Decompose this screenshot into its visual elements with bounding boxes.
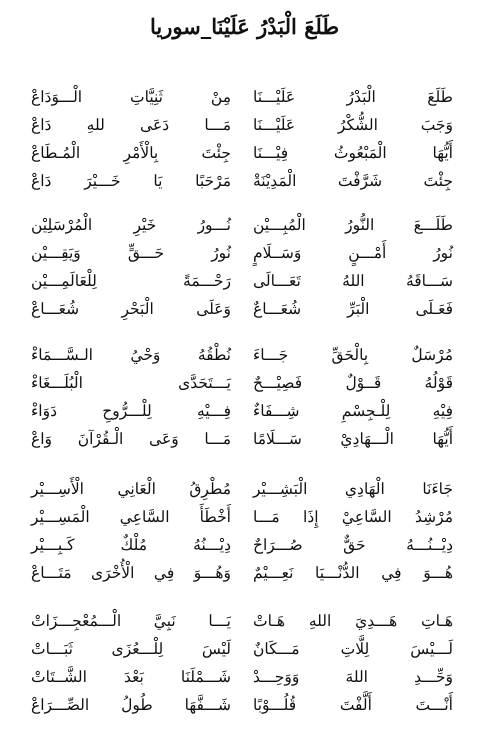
- verse-first-hemistich: مُرْسَلٌ بِالْحَقِّ جَـــاءَ: [253, 346, 453, 364]
- verse-first-hemistich: سَـــاقَهُ اللهُ تَعَـــالَى: [253, 272, 453, 290]
- verse-second-hemistich: دِيْـــنُهُ مُلْكٌ كَـبِـــيْر: [31, 536, 231, 554]
- verse-first-hemistich: دِيْــنُـــهُ حَقٌّ صُـــرَاحٌ: [253, 536, 453, 554]
- verse-first-hemistich: لَـــيْسَ لِلَّاتِ مَـــكَانٌ: [253, 640, 453, 658]
- verse-second-hemistich: مَـــا وَعَى الْـقُرْآنَ وَاعْ: [31, 430, 231, 448]
- verse-line: [0, 692, 489, 718]
- verse-line: [0, 342, 489, 368]
- verse-first-hemistich: فِيْهِ لِلْـجِسْمِ شِـــفَاءٌ: [253, 402, 453, 420]
- poem-title: طَلَعَ الْبَدْرُ عَلَيْنَا_سوريا: [149, 14, 340, 39]
- verse-line: [0, 112, 489, 138]
- verse-first-hemistich: هَـاتِ هَـــدِيَ اللهِ هَـاتْ: [253, 612, 453, 630]
- verse-second-hemistich: رَحْـــمَةً لِلْعَالَمِـــيْن: [31, 272, 231, 290]
- verse-first-hemistich: طَلَعَ الْبَدْرُ عَلَيْـــنَا: [253, 88, 453, 106]
- verse-line: [0, 504, 489, 530]
- verse-second-hemistich: مَرْحَبًا يَا خَـــيْرَ دَاعْ: [31, 172, 231, 190]
- verse-line: [0, 168, 489, 194]
- verse-second-hemistich: لَيْسَ لِلْـــعُزَى ثَبَـــاتْ: [31, 640, 231, 658]
- verse-second-hemistich: مِنْ ثَنِيَّاتِ الْـــوَدَاعْ: [31, 88, 231, 106]
- verse-first-hemistich: جَاءَنَا الْهَادِي الْبَشِـــيْر: [253, 480, 453, 498]
- verse-second-hemistich: وَعَلَى الْبَحْرِ شُعَـــاعْ: [31, 300, 231, 318]
- verse-line: [0, 636, 489, 662]
- verse-first-hemistich: قَوْلُهُ قَــوْلٌ فَصِيْـــحٌ: [253, 374, 453, 392]
- verse-second-hemistich: يَـــتَحَدَّى الْبُلَـــغَاءْ: [31, 374, 231, 392]
- verse-line: [0, 370, 489, 396]
- verse-line: [0, 560, 489, 586]
- verse-first-hemistich: طَلَـــعَ النُّورُ الْمُبِـــيْن: [253, 216, 453, 234]
- verse-second-hemistich: مَـــا دَعَى للهِ دَاعْ: [31, 116, 231, 134]
- verse-second-hemistich: وَهُـــوَ فِي الْأُخْرَى مَتَـــاعْ: [31, 564, 231, 582]
- verse-line: [0, 608, 489, 634]
- verse-line: [0, 268, 489, 294]
- verse-second-hemistich: جِئْتَ بِالْأَمْرِ الْمُـطَاعْ: [31, 144, 231, 162]
- verse-line: [0, 664, 489, 690]
- verse-line: [0, 476, 489, 502]
- verse-line: [0, 84, 489, 110]
- verse-first-hemistich: أَنْـــتَ أَلَّفْتَ قُلُـــوْبًا: [253, 696, 453, 714]
- verse-second-hemistich: نُورُ حَـــقٍّ وَيَقِـــيْن: [31, 244, 231, 262]
- verse-line: [0, 240, 489, 266]
- verse-first-hemistich: فَعَـلَى الْبَرِّ شُعَـــاعٌ: [253, 300, 453, 318]
- verse-first-hemistich: أَيُّهَا الْمَبْعُوثُ فِيْـــنَا: [253, 144, 453, 162]
- verse-second-hemistich: مُطْرِقُ الْعَانِي الْأَسِـــيْر: [31, 480, 231, 498]
- verse-line: [0, 532, 489, 558]
- verse-first-hemistich: نُورُ أَمْـــنٍ وَسَــلَامٍ: [253, 244, 453, 262]
- verse-second-hemistich: فِـــيْهِ لِلْـــرُّوحِ دَوَاءْ: [31, 402, 231, 420]
- verse-first-hemistich: جِئْتَ شَرَّفْتَ الْمَدِيْنَةْ: [253, 172, 453, 190]
- verse-line: [0, 296, 489, 322]
- verse-second-hemistich: شَـــفَّهَا طُولُ الصِّـــرَاعْ: [31, 696, 231, 714]
- verse-line: [0, 398, 489, 424]
- verse-line: [0, 140, 489, 166]
- verse-second-hemistich: نُطْقُهُ وَحْيُ الـسَّـــمَاءْ: [31, 346, 231, 364]
- verse-second-hemistich: نُـــورُ خَيْرِ الْمُرْسَلِيْن: [31, 216, 231, 234]
- verse-first-hemistich: أَيُّهَا الْـــهَادِيْ سَـــلَامًا: [253, 430, 453, 448]
- verse-first-hemistich: مُرْشِدُ السَّاعِيْ إِذَا مَـــا: [253, 508, 453, 526]
- verse-second-hemistich: يَـــا نَبِيَّ الْـــمُعْجِـــزَاتْ: [31, 612, 231, 630]
- verse-line: [0, 426, 489, 452]
- verse-second-hemistich: أَخْطَأَ السَّاعِي الْمَسِـــيْر: [31, 508, 231, 526]
- verse-first-hemistich: وَحِّـــدِ اللهَ وَوَحِـــدْ: [253, 668, 453, 686]
- verse-line: [0, 212, 489, 238]
- verse-first-hemistich: هُـــوَ فِي الدُّنْـــيَا نَعِـــيْمٌ: [253, 564, 453, 582]
- verse-second-hemistich: شَـــمْلَنَا بَعْدَ الشَّــتَاتْ: [31, 668, 231, 686]
- verse-first-hemistich: وَجَبَ الشُّكْرُ عَلَيْـــنَا: [253, 116, 453, 134]
